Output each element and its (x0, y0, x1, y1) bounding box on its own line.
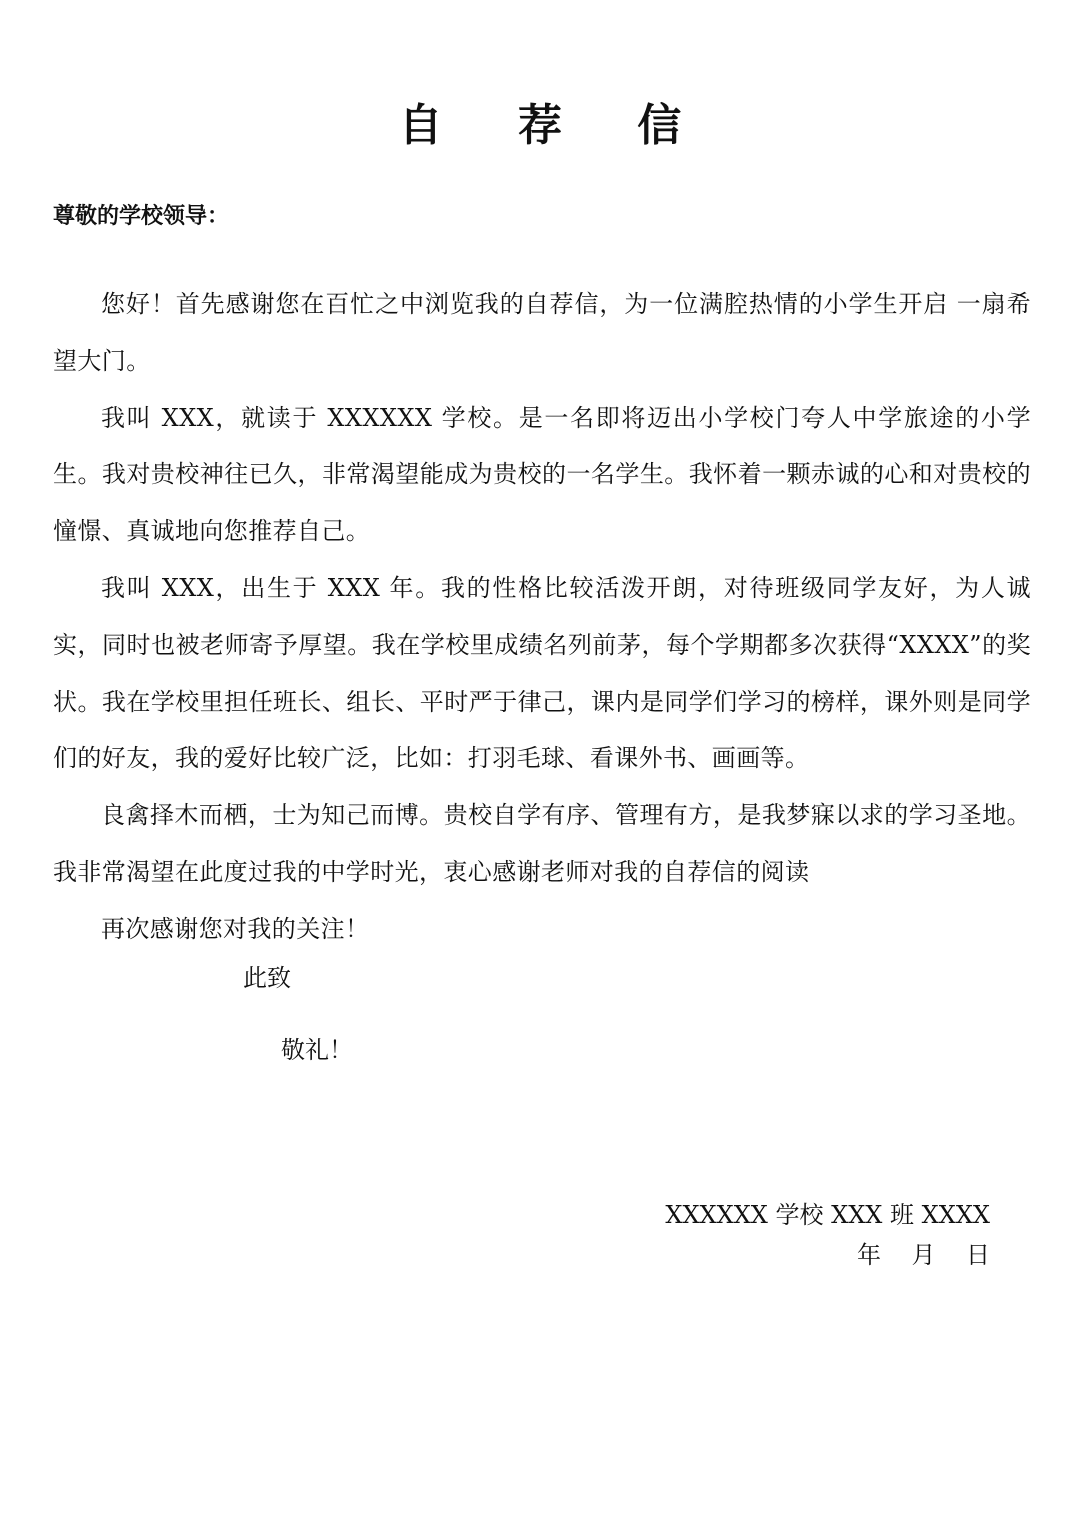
paragraph-greeting: 您好！首先感谢您在百忙之中浏览我的自荐信，为一位满腔热情的小学生开启 一扇希望大门。 (53, 290, 1031, 375)
paragraph-thanks: 再次感谢您对我的关注！ (101, 914, 370, 943)
paragraph-background: 我叫 XXX，出生于 XXX 年。我的性格比较活泼开朗，对待班级同学友好，为人诚实，同时也被老师寄予厚望。我在学校里成绩名列前茅，每个学期都多次获得“XXXX”的奖状。我在学校里担任班长、组长、平时严于律己，课内是同学们学习的榜样，课外则是同学们的好友，我的爱好比较广泛，比如：打羽毛球、看课外书、画画等。 (53, 573, 1031, 773)
signature-date: 年 月 日 (856, 1241, 990, 1269)
closing-salutation: 此致 (243, 964, 291, 992)
letter-body (53, 276, 1031, 958)
signature: XXXXXX 学校 XXX 班 XXXX (665, 1201, 990, 1229)
salutation: 尊敬的学校领导： (53, 204, 230, 229)
closing-regards: 敬礼！ (281, 1036, 353, 1064)
letter-title: 自 荐 信 (398, 100, 712, 151)
paragraph-introduction: 我叫 XXX，就读于 XXXXXX 学校。是一名即将迈出小学校门夸人中学旅途的小学生。我对贵校神往已久，非常渴望能成为贵校的一名学生。我怀着一颗赤诚的心和对贵校的憧憬、真诚地向您推荐自己。 (53, 403, 1031, 546)
paragraph-aspiration: 良禽择木而栖，士为知己而博。贵校自学有序、管理有方，是我梦寐以求的学习圣地。我非常渴望在此度过我的中学时光，衷心感谢老师对我的自荐信的阅读 (53, 801, 1031, 886)
